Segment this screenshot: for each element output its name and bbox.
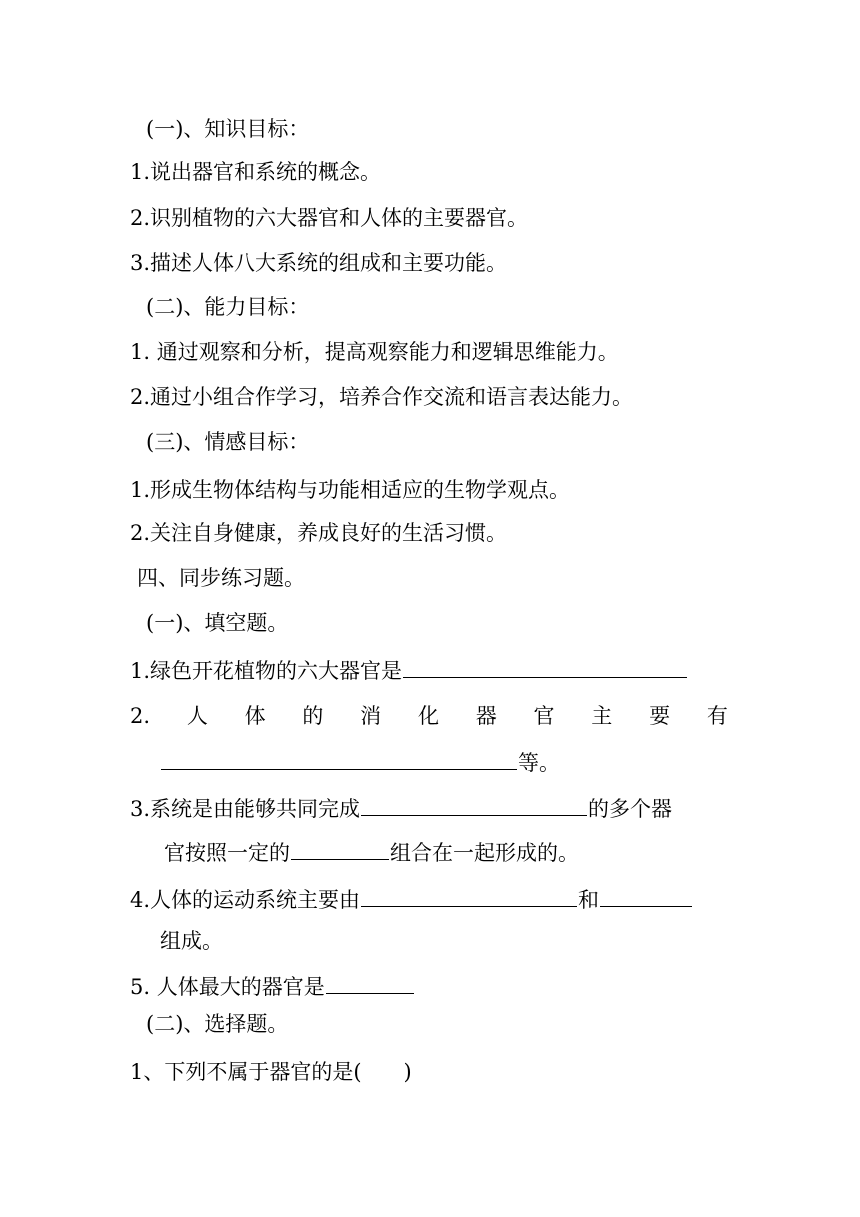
question-2-char: 器 (475, 704, 497, 728)
answer-blank-4b[interactable] (600, 887, 692, 907)
question-1-text: 1.绿色开花植物的六大器官是 (130, 659, 403, 683)
question-2-char: 化 (417, 704, 439, 728)
question-4-line-2: 组成。 (160, 929, 223, 953)
question-5-text: 5. 人体最大的器官是 (130, 975, 325, 999)
knowledge-goal-1: 1.说出器官和系统的概念。 (130, 160, 382, 184)
question-2-char: 有 (706, 704, 728, 728)
answer-blank-2[interactable] (161, 750, 517, 770)
section-heading: 四、同步练习题。 (137, 566, 305, 590)
question-4-text-b: 和 (578, 888, 600, 912)
question-3-line-2 (164, 840, 579, 864)
answer-blank-5[interactable] (326, 974, 414, 994)
emotion-goal-1: 1.形成生物体结构与功能相适应的生物学观点。 (130, 478, 571, 502)
knowledge-goal-2: 2.识别植物的六大器官和人体的主要器官。 (130, 206, 529, 230)
question-2-char: 要 (649, 704, 671, 728)
ability-goals-heading: (二)、能力目标： (146, 295, 310, 319)
answer-blank-3a[interactable] (361, 796, 587, 816)
question-2-char: 官 (533, 704, 555, 728)
question-4-text-a: 4.人体的运动系统主要由 (130, 888, 361, 912)
choice-heading: (二)、选择题。 (146, 1012, 289, 1036)
question-2-char: 主 (591, 704, 613, 728)
question-2-char: 2. (130, 704, 151, 728)
question-2-char: 消 (360, 704, 382, 728)
ability-goal-2: 2.通过小组合作学习，培养合作交流和语言表达能力。 (130, 385, 634, 409)
question-2-char: 体 (244, 704, 266, 728)
question-5 (130, 974, 415, 998)
question-3-text-b: 的多个器 (588, 797, 673, 821)
question-3-text-d: 组合在一起形成的。 (390, 841, 579, 865)
question-3-line-1 (130, 796, 672, 820)
question-3-text-a: 3.系统是由能够共同完成 (130, 797, 361, 821)
ability-goal-1: 1. 通过观察和分析，提高观察能力和逻辑思维能力。 (130, 340, 619, 364)
knowledge-goals-heading: (一)、知识目标： (146, 117, 310, 141)
emotion-goal-2: 2.关注自身健康，养成良好的生活习惯。 (130, 521, 508, 545)
emotion-goals-heading: (三)、情感目标： (146, 430, 310, 454)
answer-blank-1[interactable] (403, 658, 687, 678)
question-4-line-1 (130, 887, 693, 911)
answer-blank-3b[interactable] (291, 840, 389, 860)
question-2-end: 等。 (518, 751, 560, 775)
question-1 (130, 658, 688, 682)
question-3-text-c: 官按照一定的 (164, 841, 290, 865)
answer-blank-4a[interactable] (361, 887, 577, 907)
knowledge-goal-3: 3.描述人体八大系统的组成和主要功能。 (130, 251, 508, 275)
question-2-line-1 (130, 706, 728, 727)
fill-blank-heading: (一)、填空题。 (146, 611, 289, 635)
question-2-line-2 (160, 750, 560, 774)
question-2-char: 的 (302, 704, 324, 728)
question-2-char: 人 (186, 704, 208, 728)
choice-question-1: 1、下列不属于器官的是( ) (130, 1060, 412, 1084)
